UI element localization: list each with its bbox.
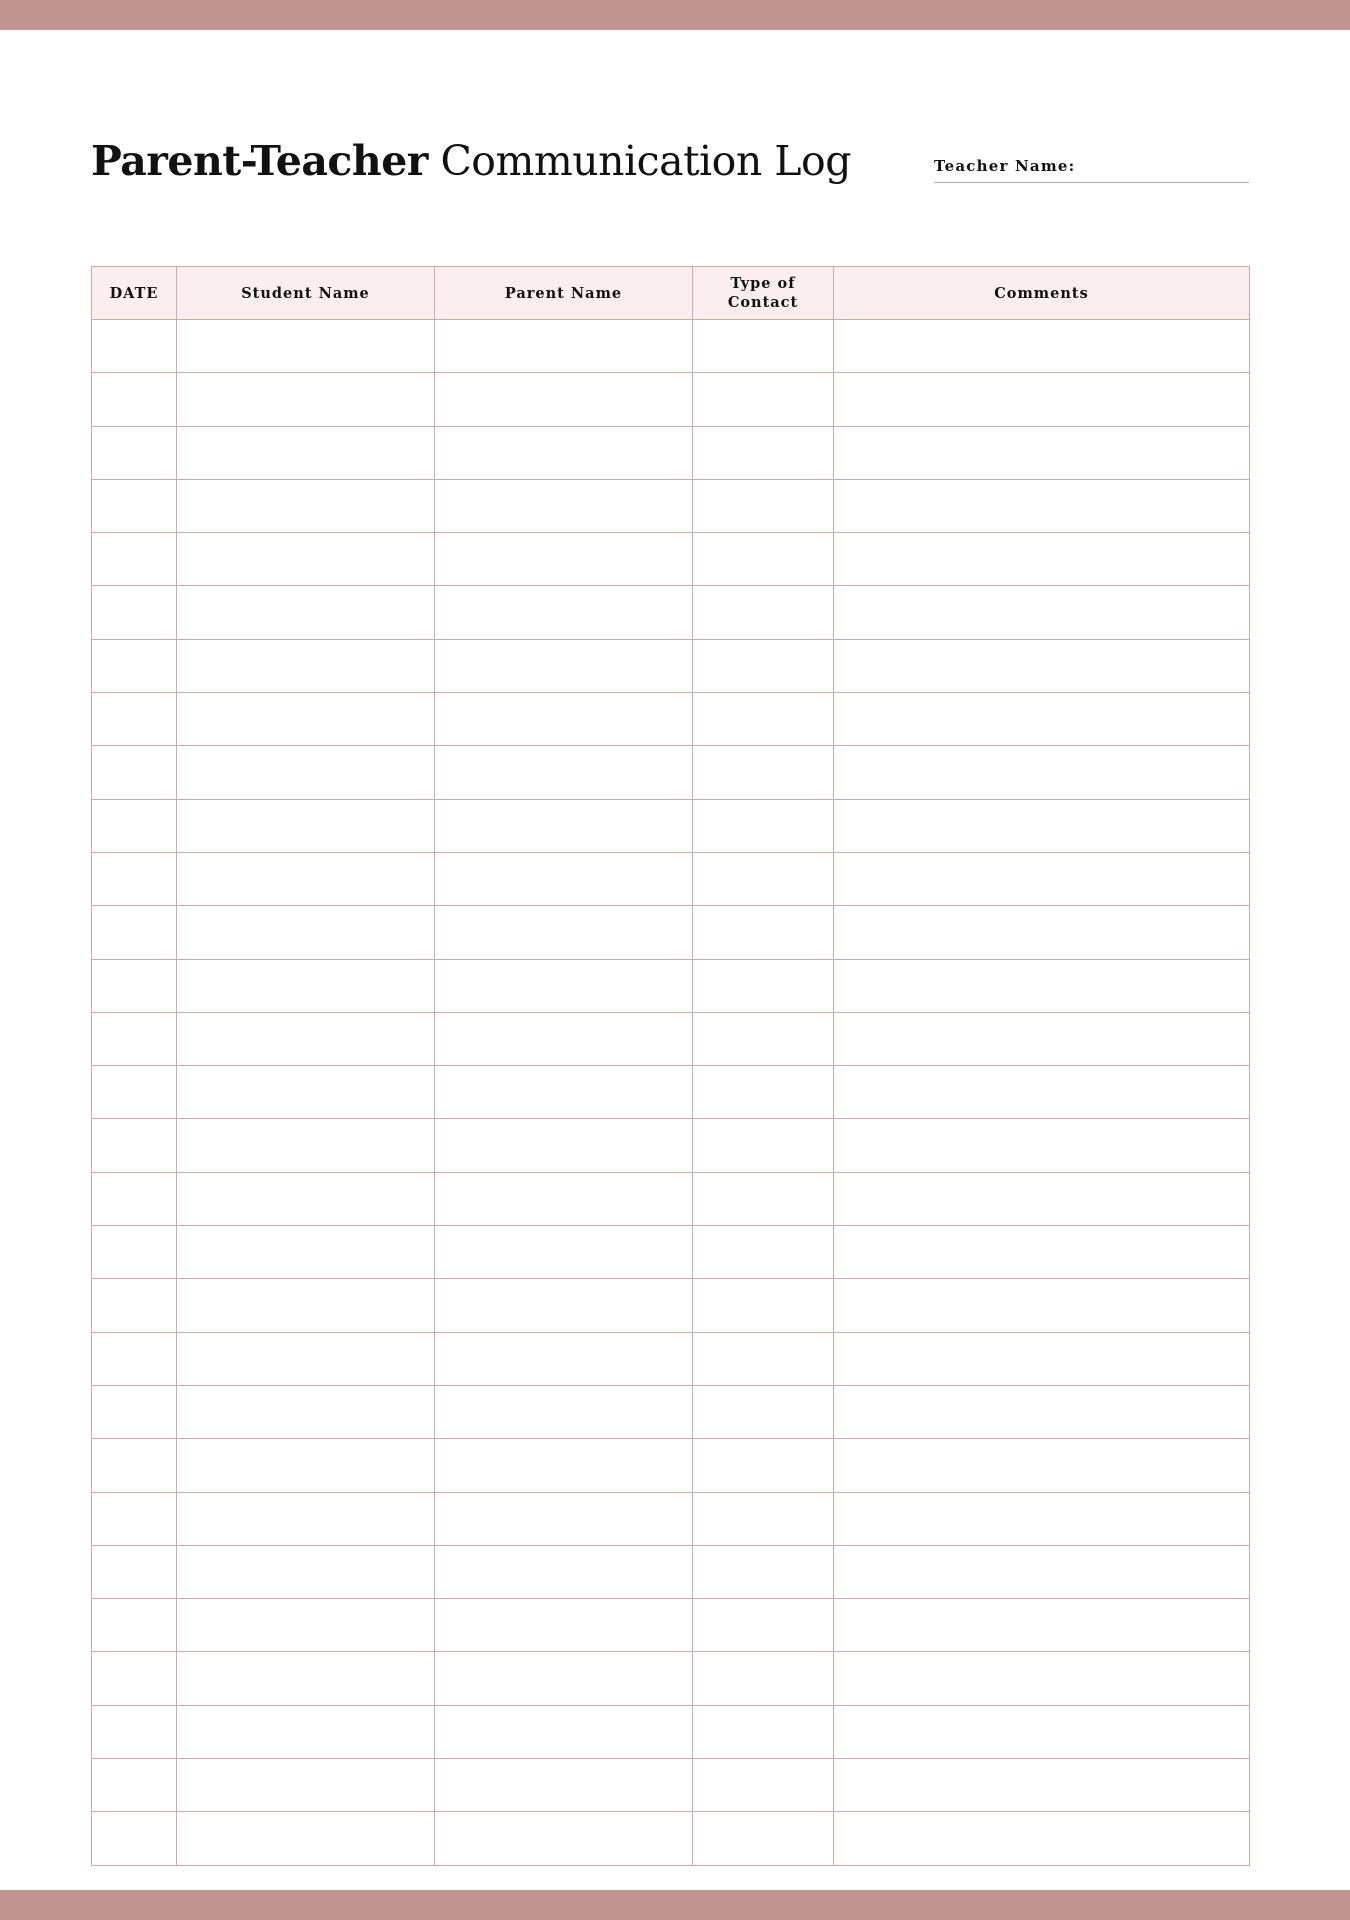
- cell-type-of-contact[interactable]: [693, 1385, 834, 1438]
- cell-comments[interactable]: [834, 746, 1250, 799]
- cell-parent-name[interactable]: [435, 1705, 693, 1758]
- column-header-date: DATE: [92, 267, 177, 320]
- cell-parent-name[interactable]: [435, 746, 693, 799]
- cell-date[interactable]: [92, 852, 177, 905]
- table-row: [92, 799, 1250, 852]
- cell-type-of-contact[interactable]: [693, 1332, 834, 1385]
- cell-comments[interactable]: [834, 1652, 1250, 1705]
- cell-parent-name[interactable]: [435, 852, 693, 905]
- cell-parent-name[interactable]: [435, 1599, 693, 1652]
- table-row: [92, 479, 1250, 532]
- cell-date[interactable]: [92, 1172, 177, 1225]
- table-row: [92, 1759, 1250, 1812]
- column-header-type-of-contact: [693, 267, 834, 320]
- cell-date[interactable]: [92, 373, 177, 426]
- cell-comments[interactable]: [834, 852, 1250, 905]
- cell-date[interactable]: [92, 1812, 177, 1865]
- cell-parent-name[interactable]: [435, 1172, 693, 1225]
- cell-date[interactable]: [92, 693, 177, 746]
- cell-type-of-contact[interactable]: [693, 1652, 834, 1705]
- cell-date[interactable]: [92, 959, 177, 1012]
- cell-type-of-contact[interactable]: [693, 1119, 834, 1172]
- cell-date[interactable]: [92, 1599, 177, 1652]
- cell-comments[interactable]: [834, 1172, 1250, 1225]
- cell-student-name[interactable]: [177, 693, 435, 746]
- cell-type-of-contact[interactable]: [693, 1279, 834, 1332]
- cell-date[interactable]: [92, 1226, 177, 1279]
- cell-type-of-contact[interactable]: [693, 639, 834, 692]
- cell-student-name[interactable]: [177, 1279, 435, 1332]
- table-row: [92, 586, 1250, 639]
- cell-type-of-contact[interactable]: [693, 693, 834, 746]
- cell-parent-name[interactable]: [435, 799, 693, 852]
- cell-date[interactable]: [92, 1759, 177, 1812]
- cell-student-name[interactable]: [177, 586, 435, 639]
- cell-date[interactable]: [92, 1279, 177, 1332]
- cell-type-of-contact[interactable]: [693, 1545, 834, 1598]
- table-row: [92, 1226, 1250, 1279]
- cell-student-name[interactable]: [177, 906, 435, 959]
- cell-date[interactable]: [92, 1652, 177, 1705]
- cell-type-of-contact[interactable]: [693, 906, 834, 959]
- cell-student-name[interactable]: [177, 1759, 435, 1812]
- cell-type-of-contact[interactable]: [693, 320, 834, 373]
- cell-comments[interactable]: [834, 1332, 1250, 1385]
- table-row: [92, 1332, 1250, 1385]
- cell-type-of-contact[interactable]: [693, 586, 834, 639]
- teacher-name-label: Teacher Name:: [934, 157, 1076, 175]
- table-row: [92, 533, 1250, 586]
- cell-type-of-contact[interactable]: [693, 426, 834, 479]
- cell-parent-name[interactable]: [435, 373, 693, 426]
- cell-type-of-contact[interactable]: [693, 533, 834, 586]
- cell-type-of-contact[interactable]: [693, 852, 834, 905]
- bottom-accent-band: [0, 1890, 1350, 1920]
- cell-parent-name[interactable]: [435, 1119, 693, 1172]
- cell-comments[interactable]: [834, 1705, 1250, 1758]
- cell-parent-name[interactable]: [435, 1492, 693, 1545]
- cell-type-of-contact[interactable]: [693, 1012, 834, 1065]
- cell-comments[interactable]: [834, 1439, 1250, 1492]
- cell-date[interactable]: [92, 1545, 177, 1598]
- table-row: [92, 746, 1250, 799]
- table-row: [92, 693, 1250, 746]
- cell-student-name[interactable]: [177, 373, 435, 426]
- table-row: [92, 373, 1250, 426]
- table-row: [92, 852, 1250, 905]
- cell-date[interactable]: [92, 799, 177, 852]
- cell-student-name[interactable]: [177, 1226, 435, 1279]
- cell-student-name[interactable]: [177, 426, 435, 479]
- column-header-parent-name: Parent Name: [435, 267, 693, 320]
- table-row: [92, 1385, 1250, 1438]
- cell-comments[interactable]: [834, 1279, 1250, 1332]
- cell-parent-name[interactable]: [435, 1545, 693, 1598]
- cell-date[interactable]: [92, 1492, 177, 1545]
- table-header-row: [92, 267, 1250, 320]
- cell-comments[interactable]: [834, 1545, 1250, 1598]
- table-row: [92, 906, 1250, 959]
- table-row: [92, 639, 1250, 692]
- cell-student-name[interactable]: [177, 746, 435, 799]
- cell-comments[interactable]: [834, 373, 1250, 426]
- cell-student-name[interactable]: [177, 1652, 435, 1705]
- cell-parent-name[interactable]: [435, 586, 693, 639]
- cell-comments[interactable]: [834, 320, 1250, 373]
- cell-parent-name[interactable]: [435, 1812, 693, 1865]
- cell-type-of-contact[interactable]: [693, 1066, 834, 1119]
- table-row: [92, 1599, 1250, 1652]
- cell-comments[interactable]: [834, 906, 1250, 959]
- cell-date[interactable]: [92, 639, 177, 692]
- cell-date[interactable]: [92, 1066, 177, 1119]
- cell-parent-name[interactable]: [435, 1652, 693, 1705]
- table-row: [92, 1012, 1250, 1065]
- table-row: [92, 1172, 1250, 1225]
- cell-type-of-contact[interactable]: [693, 1759, 834, 1812]
- table-row: [92, 1439, 1250, 1492]
- cell-student-name[interactable]: [177, 1066, 435, 1119]
- cell-parent-name[interactable]: [435, 1439, 693, 1492]
- cell-comments[interactable]: [834, 1066, 1250, 1119]
- cell-comments[interactable]: [834, 959, 1250, 1012]
- cell-parent-name[interactable]: [435, 959, 693, 1012]
- cell-date[interactable]: [92, 1385, 177, 1438]
- cell-type-of-contact[interactable]: [693, 1599, 834, 1652]
- cell-parent-name[interactable]: [435, 479, 693, 532]
- type-of-contact-label: Type of Contact: [727, 275, 799, 311]
- cell-comments[interactable]: [834, 533, 1250, 586]
- cell-parent-name[interactable]: [435, 533, 693, 586]
- cell-student-name[interactable]: [177, 1439, 435, 1492]
- table-row: [92, 959, 1250, 1012]
- cell-type-of-contact[interactable]: [693, 373, 834, 426]
- title-regular-part: Communication Log: [440, 137, 851, 185]
- cell-date[interactable]: [92, 426, 177, 479]
- table-row: [92, 1652, 1250, 1705]
- cell-date[interactable]: [92, 1012, 177, 1065]
- cell-student-name[interactable]: [177, 639, 435, 692]
- cell-date[interactable]: [92, 1119, 177, 1172]
- cell-student-name[interactable]: [177, 1332, 435, 1385]
- table-row: [92, 1812, 1250, 1865]
- cell-student-name[interactable]: [177, 1492, 435, 1545]
- cell-student-name[interactable]: [177, 1119, 435, 1172]
- cell-type-of-contact[interactable]: [693, 746, 834, 799]
- cell-comments[interactable]: [834, 693, 1250, 746]
- table-body: [92, 320, 1250, 1866]
- cell-comments[interactable]: [834, 1759, 1250, 1812]
- cell-student-name[interactable]: [177, 533, 435, 586]
- table-row: [92, 1119, 1250, 1172]
- cell-student-name[interactable]: [177, 1705, 435, 1758]
- cell-comments[interactable]: [834, 639, 1250, 692]
- cell-type-of-contact[interactable]: [693, 479, 834, 532]
- cell-comments[interactable]: [834, 1119, 1250, 1172]
- page-title: [91, 131, 851, 191]
- cell-date[interactable]: [92, 746, 177, 799]
- cell-type-of-contact[interactable]: [693, 1172, 834, 1225]
- teacher-name-field[interactable]: [934, 182, 1249, 183]
- cell-student-name[interactable]: [177, 479, 435, 532]
- cell-type-of-contact[interactable]: [693, 1492, 834, 1545]
- cell-student-name[interactable]: [177, 1385, 435, 1438]
- cell-comments[interactable]: [834, 1812, 1250, 1865]
- cell-comments[interactable]: [834, 1012, 1250, 1065]
- cell-parent-name[interactable]: [435, 320, 693, 373]
- cell-type-of-contact[interactable]: [693, 799, 834, 852]
- cell-type-of-contact[interactable]: [693, 1812, 834, 1865]
- table-row: [92, 426, 1250, 479]
- cell-parent-name[interactable]: [435, 426, 693, 479]
- cell-parent-name[interactable]: [435, 693, 693, 746]
- cell-student-name[interactable]: [177, 1599, 435, 1652]
- cell-date[interactable]: [92, 479, 177, 532]
- cell-comments[interactable]: [834, 426, 1250, 479]
- cell-parent-name[interactable]: [435, 906, 693, 959]
- cell-parent-name[interactable]: [435, 1012, 693, 1065]
- cell-type-of-contact[interactable]: [693, 959, 834, 1012]
- cell-student-name[interactable]: [177, 320, 435, 373]
- cell-comments[interactable]: [834, 479, 1250, 532]
- cell-date[interactable]: [92, 1332, 177, 1385]
- cell-comments[interactable]: [834, 1385, 1250, 1438]
- column-header-comments: Comments: [834, 267, 1250, 320]
- cell-parent-name[interactable]: [435, 1759, 693, 1812]
- cell-date[interactable]: [92, 1705, 177, 1758]
- cell-type-of-contact[interactable]: [693, 1439, 834, 1492]
- table-row: [92, 320, 1250, 373]
- cell-comments[interactable]: [834, 1492, 1250, 1545]
- cell-comments[interactable]: [834, 799, 1250, 852]
- table-row: [92, 1545, 1250, 1598]
- cell-comments[interactable]: [834, 1226, 1250, 1279]
- table-row: [92, 1279, 1250, 1332]
- top-accent-band: [0, 0, 1350, 30]
- cell-student-name[interactable]: [177, 799, 435, 852]
- title-bold-part: Parent-Teacher: [91, 137, 428, 185]
- cell-parent-name[interactable]: [435, 1066, 693, 1119]
- cell-student-name[interactable]: [177, 1812, 435, 1865]
- cell-date[interactable]: [92, 533, 177, 586]
- cell-parent-name[interactable]: [435, 1279, 693, 1332]
- table-row: [92, 1705, 1250, 1758]
- communication-log-table: [91, 266, 1250, 1866]
- cell-comments[interactable]: [834, 1599, 1250, 1652]
- column-header-student-name: Student Name: [177, 267, 435, 320]
- table-row: [92, 1492, 1250, 1545]
- cell-parent-name[interactable]: [435, 639, 693, 692]
- cell-student-name[interactable]: [177, 1012, 435, 1065]
- cell-student-name[interactable]: [177, 1172, 435, 1225]
- cell-student-name[interactable]: [177, 852, 435, 905]
- cell-parent-name[interactable]: [435, 1385, 693, 1438]
- cell-date[interactable]: [92, 906, 177, 959]
- cell-type-of-contact[interactable]: [693, 1705, 834, 1758]
- cell-student-name[interactable]: [177, 1545, 435, 1598]
- cell-date[interactable]: [92, 1439, 177, 1492]
- cell-date[interactable]: [92, 586, 177, 639]
- cell-date[interactable]: [92, 320, 177, 373]
- cell-type-of-contact[interactable]: [693, 1226, 834, 1279]
- cell-parent-name[interactable]: [435, 1226, 693, 1279]
- cell-student-name[interactable]: [177, 959, 435, 1012]
- table-row: [92, 1066, 1250, 1119]
- cell-parent-name[interactable]: [435, 1332, 693, 1385]
- cell-comments[interactable]: [834, 586, 1250, 639]
